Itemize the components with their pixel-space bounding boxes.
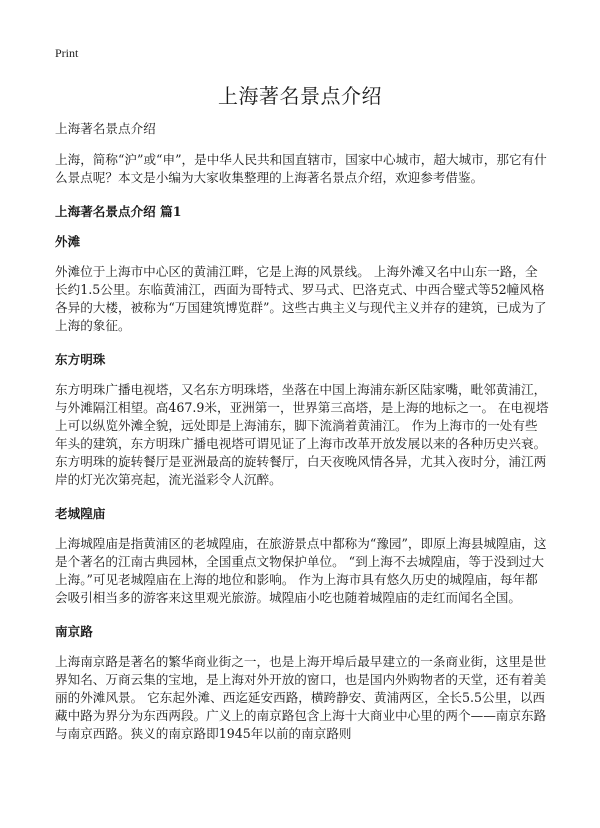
section-heading: 东方明珠 (55, 352, 106, 367)
section-paragraph: 外滩位于上海市中心区的黄浦江畔，它是上海的风景线。 上海外滩又名中山东一路，全长约1.5公里。东临黄浦江，西面为哥特式、罗马式、巴洛克式、中西合璧式等52幢风格各异的大楼，被称为“万国建筑博览群”。这些古典主义与现代主义并存的建筑，已成为了上海的象征。 (55, 264, 547, 333)
document-subtitle: 上海著名景点介绍 (55, 121, 156, 136)
chapter-heading: 上海著名景点介绍 篇1 (55, 204, 182, 219)
document-body (55, 120, 550, 759)
section-heading: 外滩 (55, 234, 81, 249)
section-paragraph: 上海南京路是著名的繁华商业街之一，也是上海开埠后最早建立的一条商业街，这里是世界知名、万商云集的宝地，是上海对外开放的窗口，也是国内外购物者的天堂，还有着美丽的外滩风景。 它东起外滩、西迄延安西路，横跨静安、黄浦两区，全长5.5公里，以西藏中路为界分为东西两段。广义上的南京路包含上海十大商业中心里的两个——南京东路与南京西路。狭义的南京路即1945年以前的南京路则 (55, 654, 547, 741)
section-heading: 老城隍庙 (55, 506, 106, 521)
section-paragraph: 东方明珠广播电视塔，又名东方明珠塔，坐落在中国上海浦东新区陆家嘴，毗邻黄浦江，与外滩隔江相望。高467.9米，亚洲第一，世界第三高塔，是上海的地标之一。 在电视塔上可以纵览外滩全貌，远处即是上海浦东，脚下流淌着黄浦江。 作为上海市的一处有些年头的建筑，东方明珠广播电视塔可谓见证了上海市改革开放发展以来的各种历史兴衰。 东方明珠的旋转餐厅是亚洲最高的旋转餐厅，白天夜晚风情各异，尤其入夜时分，浦江两岸的灯光次第亮起，流光溢彩令人沉醉。 (55, 382, 549, 487)
section-city-god-temple (55, 505, 550, 607)
section-paragraph: 上海城隍庙是指黄浦区的老城隍庙，在旅游景点中都称为“豫园”，即原上海县城隍庙，这是个著名的江南古典园林，全国重点文物保护单位。 “到上海不去城隍庙，等于没到过大上海。”可见老城隍庙在上海的地位和影响。 作为上海市具有悠久历史的城隍庙，每年都会吸引相当多的游客来这里观光旅游。城隍庙小吃也随着城隍庙的走红而闻名全国。 (55, 536, 547, 605)
print-label[interactable]: Print (55, 46, 79, 60)
section-bund (55, 233, 550, 335)
section-heading: 南京路 (55, 624, 93, 639)
intro-paragraph: 上海，简称“沪”或“申”，是中华人民共和国直辖市，国家中心城市，超大城市，那它有什么景点呢？本文是小编为大家收集整理的上海著名景点介绍，欢迎参考借鉴。 (55, 152, 547, 185)
document-title: 上海著名景点介绍 (218, 84, 382, 108)
section-oriental-pearl (55, 351, 550, 489)
section-nanjing-road (55, 623, 550, 743)
